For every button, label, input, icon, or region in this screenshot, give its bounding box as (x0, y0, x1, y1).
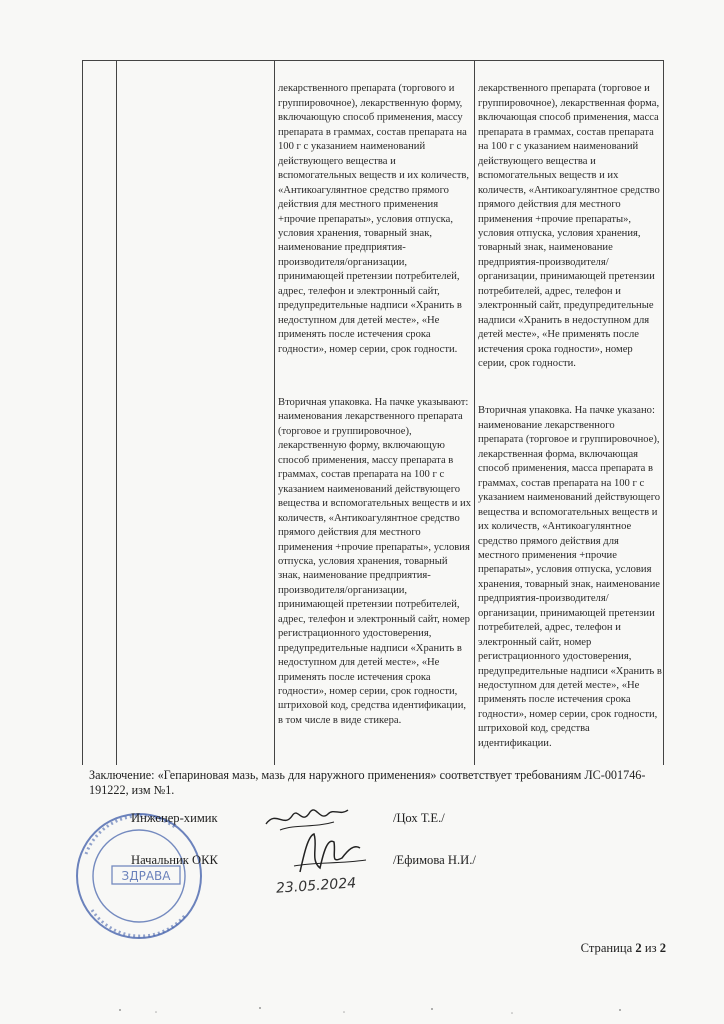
engineer-title: Инженер-химик (131, 811, 218, 825)
engineer-name: /Цох Т.Е./ (393, 811, 445, 825)
round-stamp (64, 806, 214, 946)
table-cell-norm (278, 68, 472, 743)
cell-text-secondary-pack: Вторичная упаковка. На пачке указывают: наименования лекарственного препарата (торговое и группировочное), лекарственную форму, включающую способ применения, массу препарата в граммах, состав препарата на 100 г с указанием наименований действующего вещества и вспомогательных веществ и их количеств, «Антикоагулянтное средство прямого действия для местного применения +прочие препараты», условия отпуска, условия хранения, товарный знак, наименование предприятия-производителя/организации, принимающей претензии потребителей, адрес, телефон и электронный сайт, номер регистрационного удостоверения, предупредительные надписи «Хранить в недоступном для детей месте», «Не применять после истечения срока годности», номер серии, срок годности, штриховой код, средства идентификации, в том числе в виде стикера. (278, 396, 472, 726)
signature-date: 23.05.2024 (275, 875, 357, 897)
conclusion-text: Заключение: «Гепариновая мазь, мазь для наружного применения» соответствует требованиям ЛС-001746-191222, изм №1. (89, 768, 646, 797)
svg-text:ЗДРАВА: ЗДРАВА (121, 869, 171, 883)
cell-text-secondary-pack-result: Вторичная упаковка. На пачке указано: наименование лекарственного препарата (торговое и группировочное), лекарственная форма, включающая способ применения, масса препарата в граммах, состав препарата на 100 г с указанием наименований действующего вещества и вспомогательных веществ и их количеств, «Антикоагулянтное средство прямого действия для местного применения +прочие препараты», условия отпуска, условия хранения, товарный знак, наименование предприятия-производителя/организации, принимающей претензии потребителей, адрес, телефон и электронный сайт, номер регистрационного удостоверения, предупредительные надписи «Хранить в недоступном для детей месте», «Не применять после истечения срока годности», номер серии, срок годности, штриховой код, средства идентификации. (478, 405, 662, 749)
table-cell-result (478, 68, 662, 766)
page-number: Страница 2 из 2 (580, 941, 666, 955)
cell-text-primary-pack: лекарственного препарата (торгового и группировочное), лекарственную форму, включающую способ применения, массу препарата в граммах, состав препарата на 100 г с указанием наименований действующего вещества и вспомогательных веществ и их количеств, «Антикоагулянтное средство прямого действия для местного применения +прочие препараты», условия отпуска, условия хранения, товарный знак, наименование предприятия-производителя/организации, принимающей претензии потребителей, адрес, телефон и электронный сайт, предупредительные надписи «Хранить в недоступном для детей месте», «Не применять после истечения срока годности», номер серии, срок годности. (278, 83, 470, 355)
specification-table (82, 60, 664, 765)
cell-text-primary-pack-result: лекарственного препарата (торговое и группировочное), лекарственная форма, включающая способ применения, масса препарата в граммах, состав препарата на 100 г с указанием наименований действующего вещества и вспомогательных веществ и их количеств, «Антикоагулянтное средство прямого действия для местного применения +прочие препараты», условия отпуска, условия хранения, товарный знак, наименование предприятия-производителя/организации, принимающей претензии потребителей, адрес, телефон и электронный сайт, предупредительные надписи «Хранить в недоступном для детей месте», «Не применять после истечения срока годности», номер серии, срок годности. (478, 83, 660, 370)
head-title: Начальник ОКК (131, 853, 218, 867)
head-signature (290, 828, 370, 878)
scan-dots (0, 1000, 724, 1020)
head-name: /Ефимова Н.И./ (393, 853, 476, 867)
